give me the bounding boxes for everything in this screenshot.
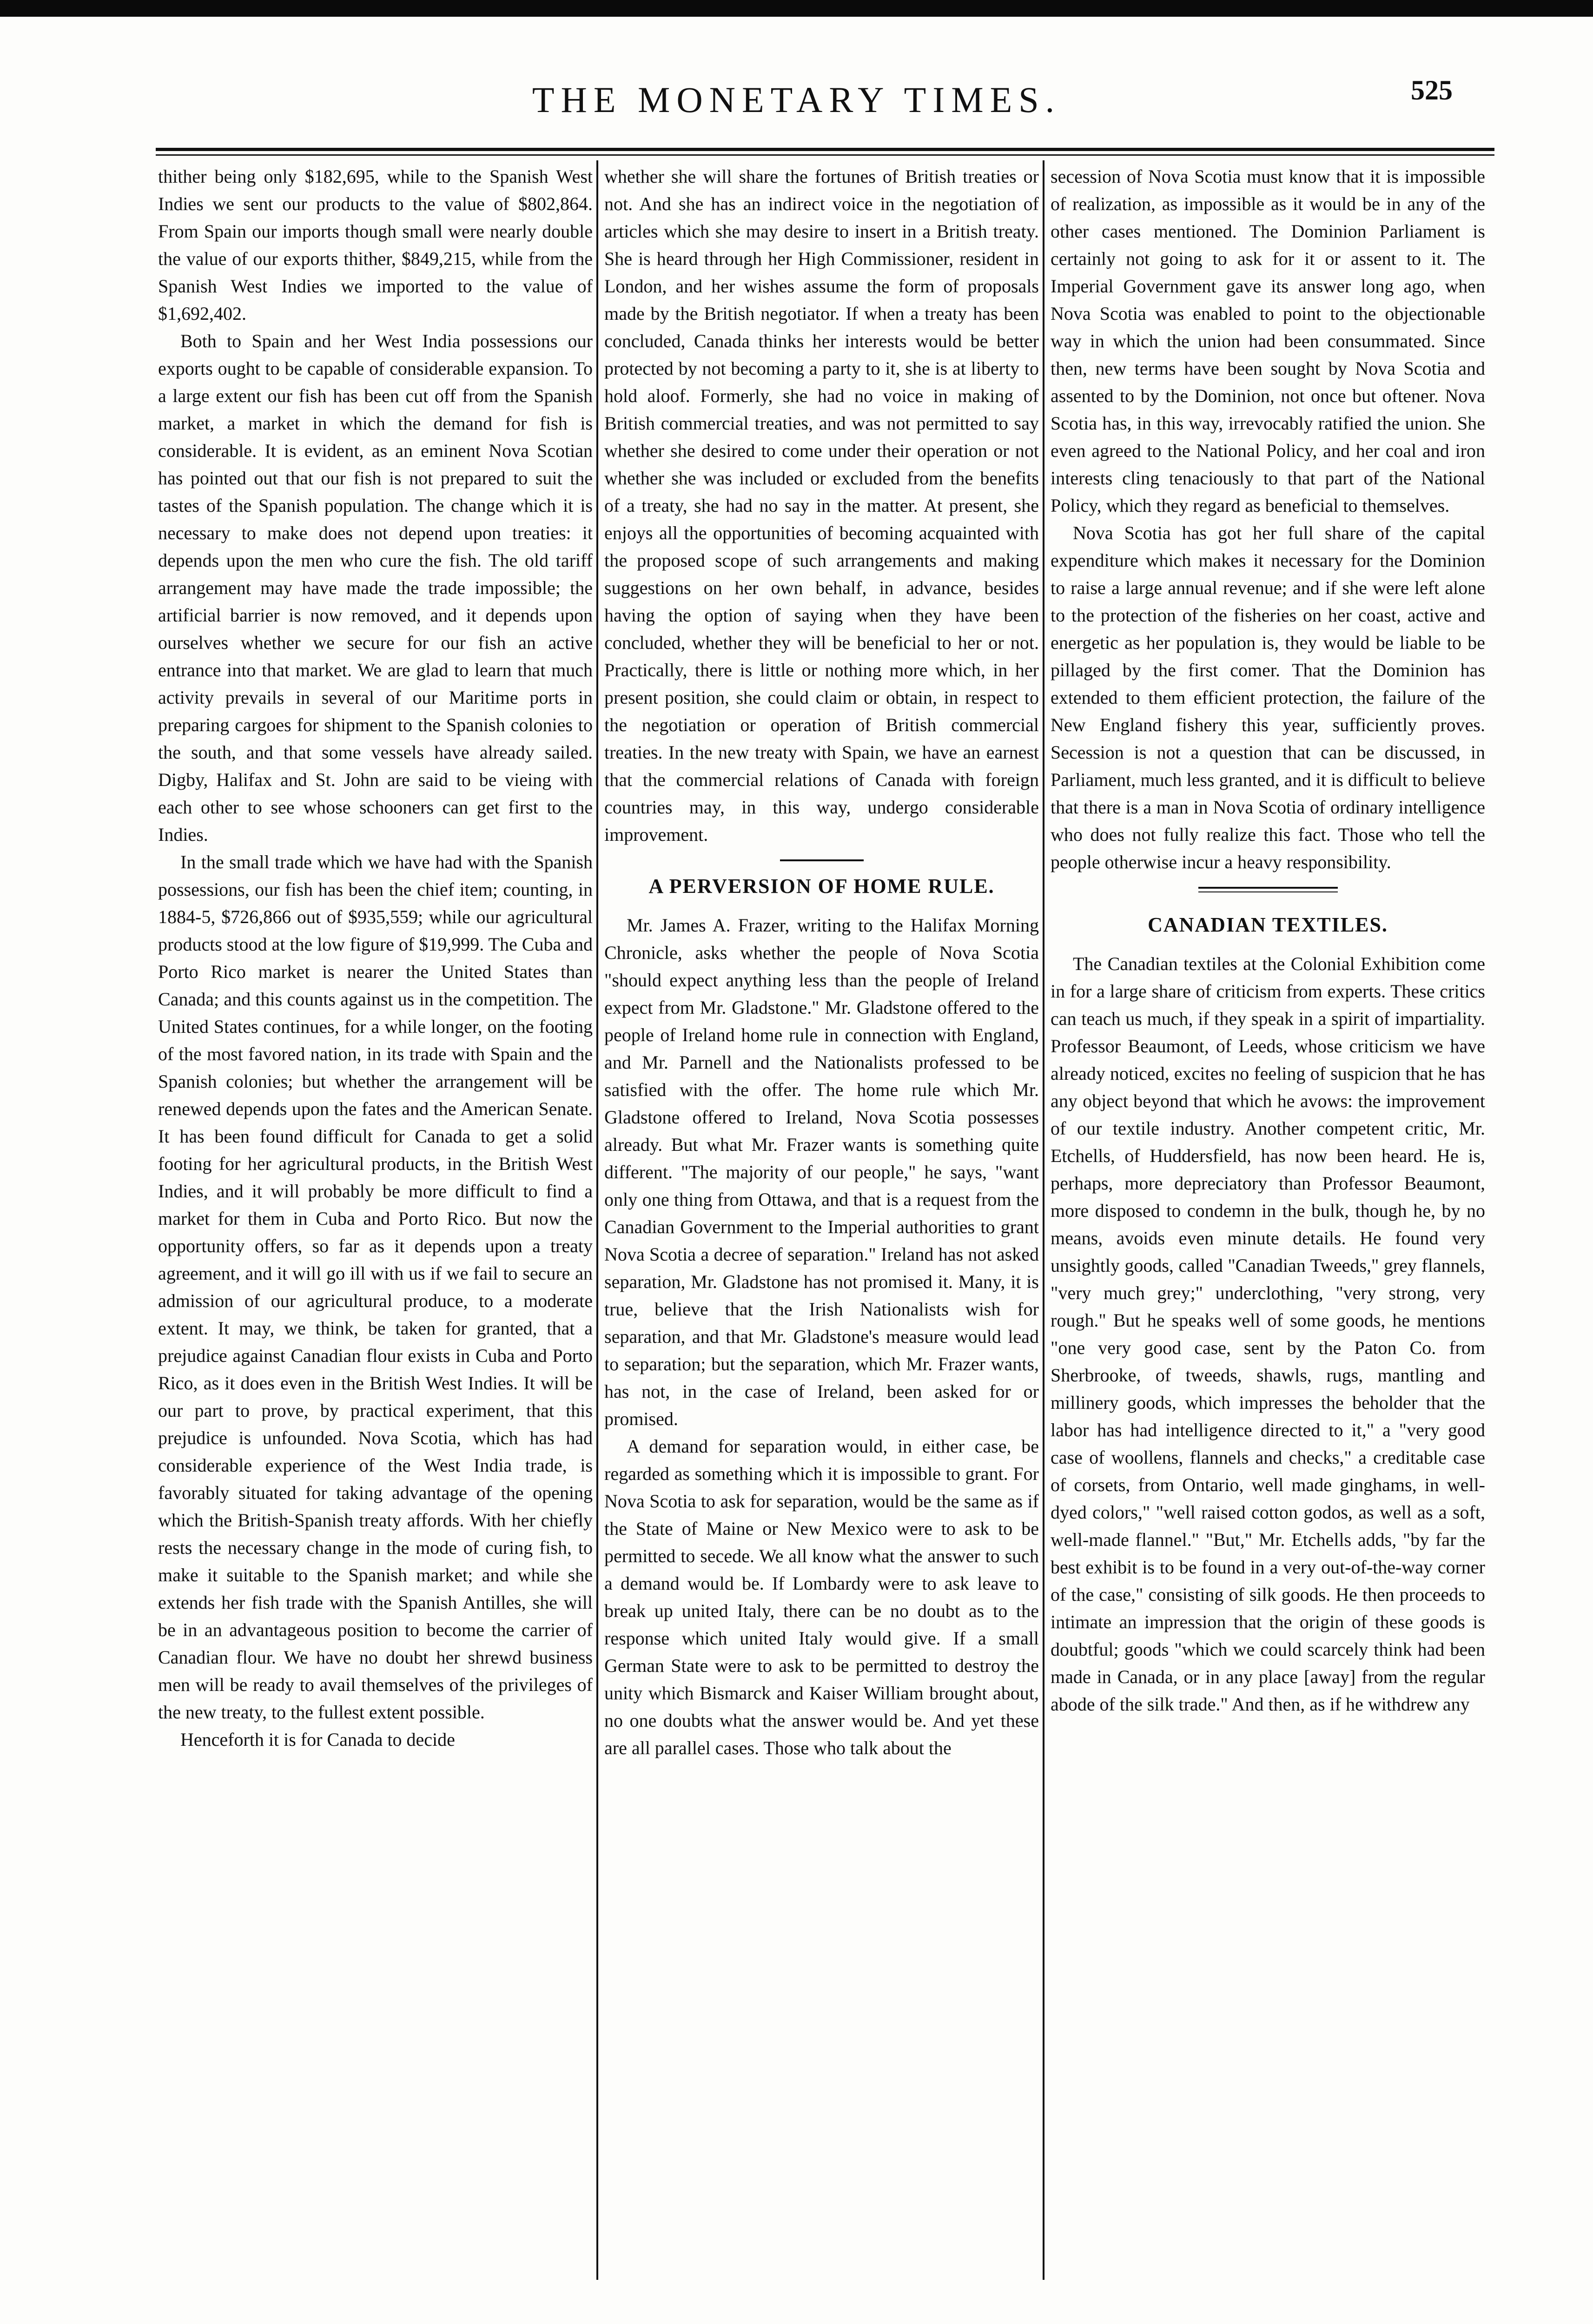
- scan-edge: [0, 0, 1593, 17]
- masthead-rule-thin: [156, 154, 1494, 156]
- column-divider: [596, 160, 598, 2280]
- article-paragraph: In the small trade which we have had with the Spanish possessions, our fish has been the chief item; counting, in 1884-5, $726,866 out of $935,559; while our agricultural products stood at the low figure of $19,999. The Cuba and Porto Rico market is nearer the United States than Canada; and this counts against us in the competition. The United States continues, for a while longer, on the footing of the most favored nation, in its trade with Spain and the Spanish colonies; but whether the arrangement will be renewed depends upon the fates and the American Senate. It has been found difficult for Canada to get a solid footing for her agricultural products, in the British West Indies, and it will probably be more difficult to find a market for them in Cuba and Porto Rico. But now the opportunity offers, so far as it depends upon a treaty agreement, and it will go ill with us if we fail to secure an admission of our agricultural produce, to a moderate extent. It may, we think, be taken for granted, that a prejudice against Canadian flour exists in Cuba and Porto Rico, as it does even in the British West Indies. It will be our part to prove, by practical experiment, that this prejudice is unfounded. Nova Scotia, which has had considerable experience of the West India trade, is favorably situated for taking advantage of the opening which the British-Spanish treaty affords. With her chiefly rests the necessary change in the mode of curing fish, to make it suitable to the Spanish market; and while she extends her fish trade with the Spanish Antilles, she will be in an advantageous position to become the carrier of Canadian flour. We have no doubt her shrewd business men will be ready to avail themselves of the privileges of the new treaty, to the fullest extent possible.: [158, 852, 593, 1723]
- column-divider: [1043, 160, 1044, 2280]
- article-paragraph: Both to Spain and her West India possessions our exports ought to be capable of considerable expansion. To a large extent our fish has been cut off from the Spanish market, a market in which the demand for fish is considerable. It is evident, as an eminent Nova Scotian has pointed out that our fish is not prepared to suit the tastes of the Spanish population. The change which it is necessary to make does not depend upon treaties: it depends upon the men who cure the fish. The old tariff arrangement may have made the trade impossible; the artificial barrier is now removed, and it depends upon ourselves whether we secure for our fish an active entrance into that market. We are glad to learn that much activity prevails in several of our Maritime ports in preparing cargoes for shipment to the Spanish colonies to the south, and that some vessels have already sailed. Digby, Halifax and St. John are said to be vieing with each other to see whose schooners can get first to the Indies.: [158, 330, 593, 845]
- masthead-rule: [156, 148, 1494, 151]
- article-paragraph: The Canadian textiles at the Colonial Exhibition come in for a large share of criticism from experts. These critics can teach us much, if they speak in a spirit of impartiality. Professor Beaumont, of Leeds, whose criticism we have already noticed, excites no feeling of suspicion that he has any object beyond that which he avows: the improvement of our textile industry. Another competent critic, Mr. Etchells, of Huddersfield, has now been heard. He is, perhaps, more depreciatory than Professor Beaumont, more disposed to condemn in the bulk, though he, by no means, avoids even minute details. He found very unsightly goods, called "Canadian Tweeds," grey flannels, "very much grey;" underclothing, "very strong, very rough." But he speaks well of some goods, he mentions "one very good case, sent by the Paton Co. from Sherbrooke, of tweeds, shawls, rugs, mantling and millinery goods, which impresses the beholder that the labor has had intelligence directed to it," a "very good case of woollens, flannels and checks," a creditable case of corsets, from Ontario, well made ginghams, in well-dyed colors," "well raised cotton godos, as well as a soft, well-made flannel." "But," Mr. Etchells adds, "by far the best exhibit is to be found in a very out-of-the-way corner of the case," consisting of silk goods. He then proceeds to intimate an impression that the origin of these goods is doubtful; goods "which we could scarcely think had been made in Canada, or in any place [away] from the regular abode of the silk trade." And then, as if he withdrew any: [1051, 953, 1485, 1715]
- article-paragraph: whether she will share the fortunes of British treaties or not. And she has an indirect voice in the negotiation of articles which she may desire to insert in a British treaty. She is heard through her High Commissioner, resident in London, and her wishes assume the form of proposals made by the British negotiator. If when a treaty has been concluded, Canada thinks her interests would be better protected by not becoming a party to it, she is at liberty to hold aloof. Formerly, she had no voice in making of British commercial treaties, and was not permitted to say whether she desired to come under their operation or not whether she was included or excluded from the benefits of a treaty, she had no say in the matter. At present, she enjoys all the opportunities of becoming acquainted with the proposed scope of such arrangements and making suggestions on her own behalf, in advance, besides having the option of saying when they have been concluded, whether they will be beneficial to her or not. Practically, there is little or nothing more which, in her present position, she could claim or obtain, in respect to the negotiation or operation of British commercial treaties. In the new treaty with Spain, we have an earnest that the commercial relations of Canada with foreign countries may, in this way, undergo considerable improvement.: [604, 166, 1039, 845]
- article-paragraph: A demand for separation would, in either case, be regarded as something which it is impossible to grant. For Nova Scotia to ask for separation, would be the same as if the State of Maine or New Mexico were to ask to be permitted to secede. We all know what the answer to such a demand would be. If Lombardy were to ask leave to break up united Italy, there can be no doubt as to the response which united Italy would give. If a small German State were to ask to be permitted to destroy the unity which Bismarck and Kaiser William brought about, no one doubts what the answer would be. And yet these are all parallel cases. Those who talk about the: [604, 1436, 1039, 1758]
- article-headline: A PERVERSION OF HOME RULE.: [648, 875, 995, 898]
- masthead-title: THE MONETARY TIMES.: [532, 79, 1061, 120]
- column-3: [1051, 163, 1485, 2287]
- column-2: [604, 163, 1039, 2287]
- article-paragraph: thither being only $182,695, while to the Spanish West Indies we sent our products to the value of $802,864. From Spain our imports though small were nearly double the value of our exports thither, $849,215, while from the Spanish West Indies we imported to the value of $1,692,402.: [158, 166, 593, 324]
- column-1: [158, 163, 593, 2287]
- article-paragraph: Henceforth it is for Canada to decide: [180, 1729, 455, 1750]
- article-paragraph: Mr. James A. Frazer, writing to the Halifax Morning Chronicle, asks whether the people of Nova Scotia "should expect anything less than the people of Ireland expect from Mr. Gladstone." Mr. Gladstone offered to the people of Ireland home rule in connection with England, and Mr. Parnell and the Nationalists professed to be satisfied with the offer. The home rule which Mr. Gladstone offered to Ireland, Nova Scotia possesses already. But what Mr. Frazer wants is something quite different. "The majority of our people," he says, "want only one thing from Ottawa, and that is a request from the Canadian Government to the Imperial authorities to grant Nova Scotia a decree of separation." Ireland has not asked separation, Mr. Gladstone has not promised it. Many, it is true, believe that the Irish Nationalists wish for separation, and that Mr. Gladstone's measure would lead to separation; but the separation, which Mr. Frazer wants, has not, in the case of Ireland, been asked for or promised.: [604, 915, 1039, 1429]
- article-headline: CANADIAN TEXTILES.: [1148, 913, 1388, 936]
- article-paragraph: Nova Scotia has got her full share of the capital expenditure which makes it necessary for the Dominion to raise a large annual revenue; and if she were left alone to the protection of the fisheries on her coast, active and energetic as her population is, they would be liable to be pillaged by the first comer. That the Dominion has extended to them efficient protection, the failure of the New England fishery this year, sufficiently proves. Secession is not a question that can be discussed, in Parliament, much less granted, and it is difficult to believe that there is a man in Nova Scotia of ordinary intelligence who does not fully realize this fact. Those who tell the people otherwise incur a heavy responsibility.: [1051, 522, 1485, 872]
- article-paragraph: secession of Nova Scotia must know that it is impossible of realization, as impossible as it would be in any of the other cases mentioned. The Dominion Parliament is certainly not going to ask for it or assent to it. The Imperial Government gave its answer long ago, when Nova Scotia was enabled to point to the objectionable way in which the union had been consummated. Since then, new terms have been sought by Nova Scotia and assented to by the Dominion, not once but oftener. Nova Scotia has, in this way, irrevocably ratified the union. She even agreed to the National Policy, and her coal and iron interests cling tenaciously to that part of the National Policy, which they regard as beneficial to themselves.: [1051, 166, 1485, 516]
- page-number: 525: [1411, 75, 1453, 106]
